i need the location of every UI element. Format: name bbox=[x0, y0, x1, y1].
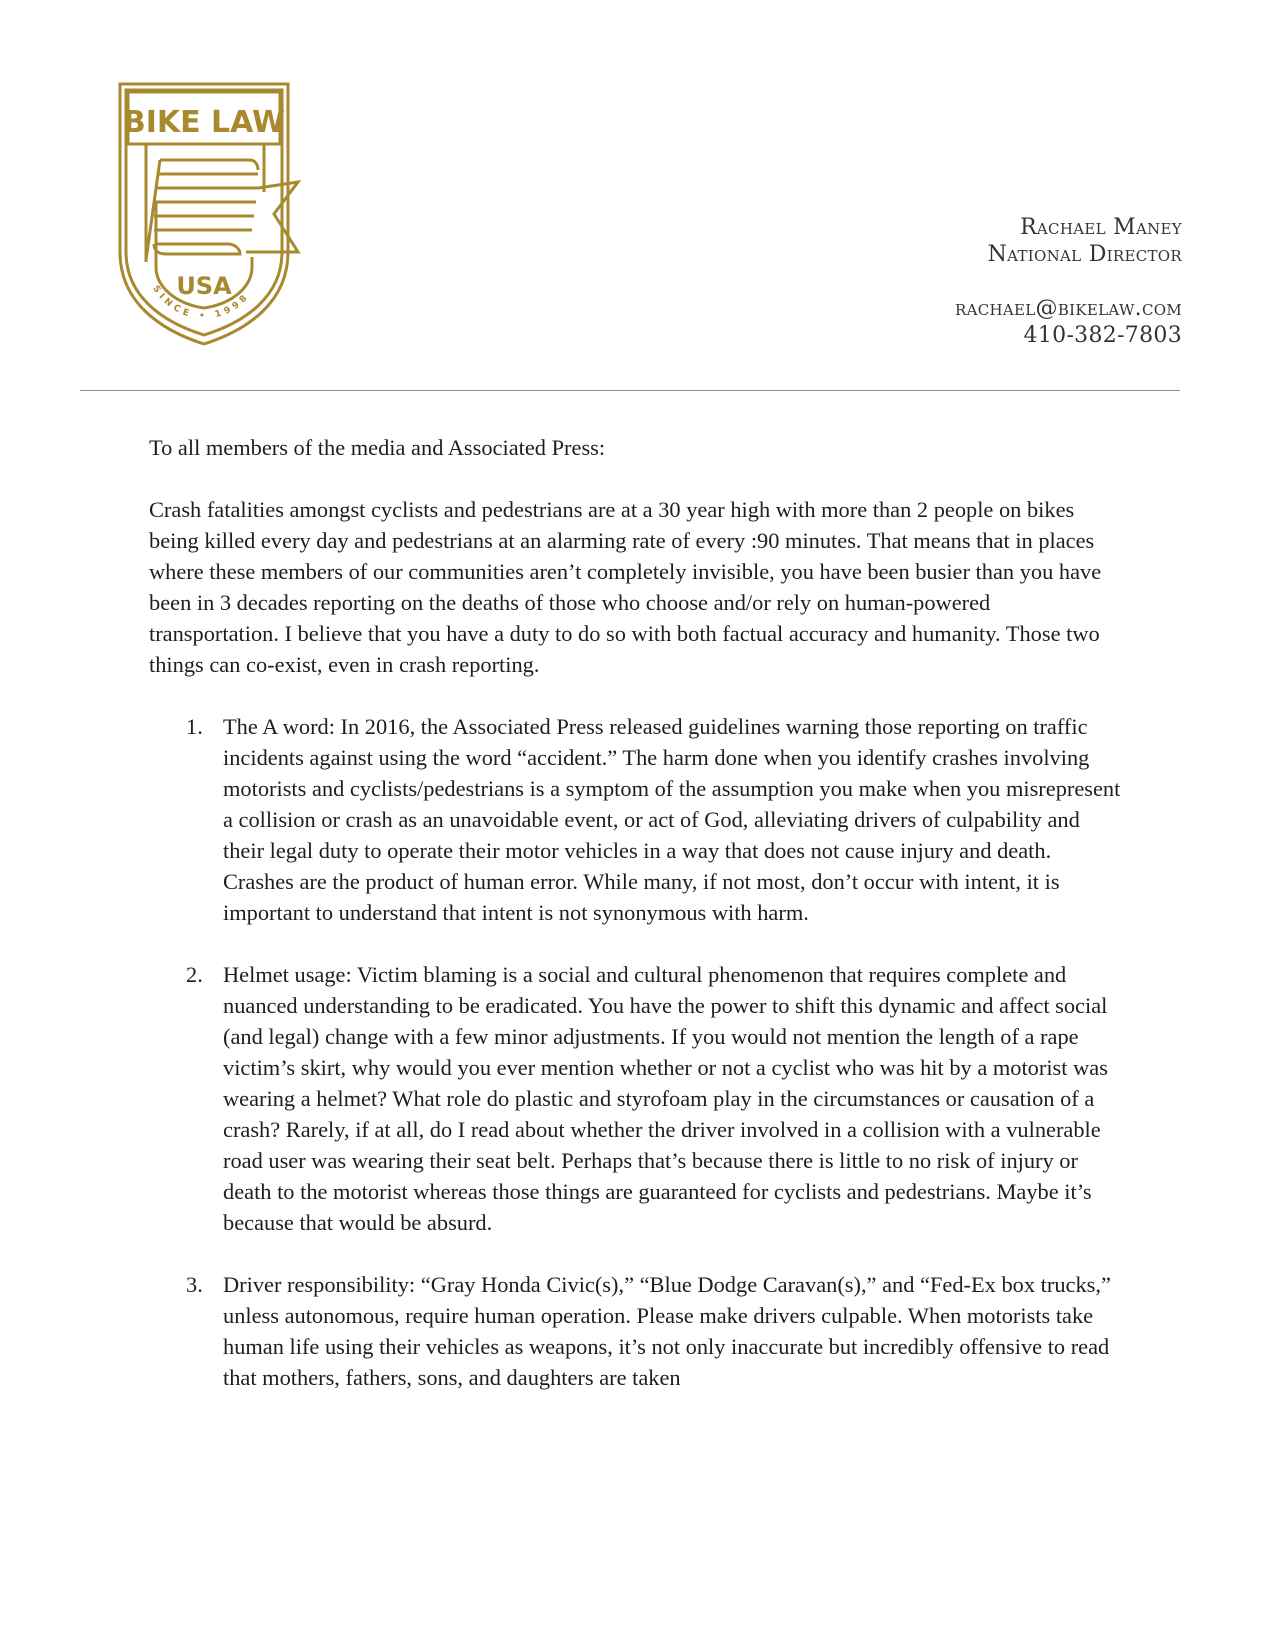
salutation: To all members of the media and Associated Press: bbox=[149, 435, 606, 460]
bike-law-usa-logo bbox=[118, 82, 310, 350]
list-item-number: 3. bbox=[186, 1272, 203, 1297]
list-item-number: 1. bbox=[186, 714, 203, 739]
letter-body bbox=[149, 432, 1124, 1424]
list-item-text: Driver responsibility: “Gray Honda Civic(s),” “Blue Dodge Caravan(s),” and “Fed-Ex box trucks,” unless autonomous, require human operation. Please make drivers culpable. When motorists take human life using their vehicles as weapons, it’s not only inaccurate but incredibly offensive to read that mothers, fathers, sons, and daughters are taken bbox=[223, 1272, 1111, 1390]
svg-text:BIKE LAW: BIKE LAW bbox=[122, 105, 286, 140]
contact-block bbox=[955, 214, 1182, 349]
shield-emblem-icon bbox=[118, 82, 310, 350]
svg-text:USA: USA bbox=[176, 272, 232, 300]
numbered-list bbox=[149, 711, 1124, 1393]
list-item bbox=[149, 959, 1124, 1238]
contact-phone: 410-382-7803 bbox=[1023, 323, 1182, 348]
list-item bbox=[149, 711, 1124, 928]
list-item-number: 2. bbox=[186, 962, 203, 987]
contact-name: Rachael Maney bbox=[1020, 215, 1182, 240]
header-divider bbox=[80, 390, 1180, 391]
svg-text:SINCE • 1998: SINCE • 1998 bbox=[150, 284, 253, 322]
list-item-text: Helmet usage: Victim blaming is a social and cultural phenomenon that requires complete and nuanced understanding to be eradicated. You have the power to shift this dynamic and affect social (and legal) change with a few minor adjustments. If you would not mention the length of a rape victim’s skirt, why would you ever mention whether or not a cyclist who was hit by a motorist was wearing a helmet? What role do plastic and styrofoam play in the circumstances or causation of a crash? Rarely, if at all, do I read about whether the driver involved in a collision with a vulnerable road user was wearing their seat belt. Perhaps that’s because there is little to no risk of injury or death to the motorist whereas those things are guaranteed for cyclists and pedestrians. Maybe it’s because that would be absurd. bbox=[223, 962, 1108, 1235]
contact-email-link[interactable]: rachael@bikelaw.com bbox=[955, 296, 1182, 321]
list-item-text: The A word: In 2016, the Associated Press released guidelines warning those reporting on traffic incidents against using the word “accident.” The harm done when you identify crashes involving motorists and cyclists/pedestrians is a symptom of the assumption you make when you misrepresent a collision or crash as an unavoidable event, or act of God, alleviating drivers of culpability and their legal duty to operate their motor vehicles in a way that does not cause injury and death. Crashes are the product of human error. While many, if not most, don’t occur with intent, it is important to understand that intent is not synonymous with harm. bbox=[223, 714, 1121, 925]
contact-title: National Director bbox=[987, 242, 1182, 267]
list-item bbox=[149, 1269, 1124, 1393]
intro-paragraph: Crash fatalities amongst cyclists and pedestrians are at a 30 year high with more than 2 people on bikes being killed every day and pedestrians at an alarming rate of every :90 minutes. That means that in places where these members of our communities aren’t completely invisible, you have been busier than you have been in 3 decades reporting on the deaths of those who choose and/or rely on human-powered transportation. I believe that you have a duty to do so with both factual accuracy and humanity. Those two things can co-exist, even in crash reporting. bbox=[149, 497, 1102, 677]
